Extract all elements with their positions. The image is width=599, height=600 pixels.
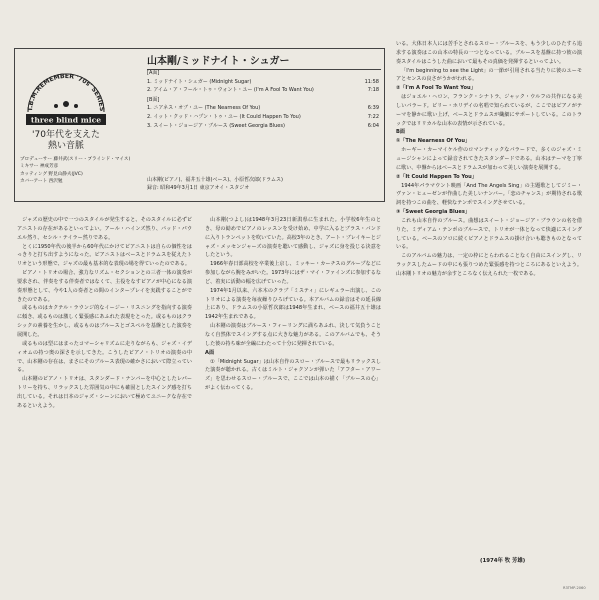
- credit-mixer: ミキサー 神成芳彦: [20, 164, 59, 170]
- credit-cutting: カッティング 野見山静夫(JVC): [20, 171, 83, 177]
- paragraph: 山本剛の演奏はブルース・フィーリングに満ちあふれ、決して気負うことなく自然体でスイングする点に大きな魅力がある。このアルバムでも、そうした彼の持ち味が全編にわたって十分に発揮されている。: [205, 323, 381, 347]
- paragraph: 「I'm beginning to see the Light」の一節が引用される当たりに彼のユーモアとセンスの良さがうかがわれる。: [396, 67, 582, 83]
- personnel: [147, 176, 379, 193]
- track-heading: ③「Sweet Georgia Blues」: [396, 209, 470, 216]
- paragraph: はジョエル・ヘロン、フランク・シナトラ、ジャック・ウルフの共作になる美しいバラード。ビリー・ホリデイの名唱で知られているが、ここではピアノがテーマを静かに歌い上げ、ベースとドラムスが繊細にサポートしている。このトラックではリリカルな山本の表情が示されている。: [396, 94, 582, 127]
- track-title: 1. ミッドナイト・シュガー (Midnight Sugar): [147, 78, 252, 85]
- tbm-logo: [22, 66, 110, 128]
- track-time: 7:22: [367, 113, 379, 120]
- catalog-code: R3TMP-2060: [563, 586, 586, 590]
- paragraph: ジャズの歴史の中で一つのスタイルが発生すると、そのスタイルに必ずピアニストの存在があるといってよい。アール・ハインズ然り、バッド・パウエル然り、セシル・テイラー然りである。: [17, 217, 192, 241]
- paragraph: このアルバムの魅力は、一定の枠にとらわれることなく自由にスイングし、リラックスしたムードの中にも張りつめた緊張感を持つところにあるといえよう。山本剛トリオの魅力が余すところなく伝えられた一枚である。: [396, 253, 582, 277]
- production-credits: [20, 156, 144, 186]
- track-row: [147, 86, 379, 95]
- album-title: 山本剛/ミッドナイト・シュガー: [147, 52, 381, 70]
- track-time: 7:18: [367, 87, 379, 94]
- series-tagline-1: '70年代を支えた: [32, 130, 100, 140]
- series-tagline: [22, 130, 110, 152]
- paragraph: 山本剛のピアノ・トリオは、スタンダード・ナンバーを中心としたレパートリーを持ち、リラックスした雰囲気の中にも確固としたスイング感を打ち出している。それは日本のジャズ・シーンにおいて極めてユニークな存在であるといえよう。: [17, 376, 192, 409]
- section-heading: B面: [396, 129, 405, 136]
- personnel-line: 山本剛(ピアノ)、福井五十雄(ベース)、小原哲次郎(ドラムス): [147, 177, 284, 183]
- paragraph: 或るものはカクテル・ラウンジ的なイージー・リスニングを指向する演奏に傾き、或るものは激しく緊張感にあふれた表現をとった。或るものはクラシックの素養を生かし、或るものはブルースとゴスペルを基盤とした演奏を展開した。: [17, 305, 192, 338]
- side-b-label: [B面]: [147, 96, 160, 103]
- paragraph: 1944年パラマウント映画「And The Angels Sing」の主題歌としてジミー・ヴァン・ヒューゼンが作曲した美しいナンバー。「恋のチャンス」が期待される歌詞を持つこの曲を、軽快なテンポでスイングさせている。: [396, 182, 582, 207]
- credit-cover-art: カバーアート 西沢勉: [20, 179, 63, 185]
- track-heading: ①「The Nearness Of You」: [396, 138, 471, 145]
- paragraph: 或るものは型にはまったコマーシャリズムに走りながらも、ジャズ・イディオムの持つ奥の深さを示してきた。こうしたピアノ・トリオの演奏の中で、山本剛の存在は、まさにそのブルース表現の確かさにおいて際立っている。: [17, 340, 192, 374]
- track-row: [147, 104, 379, 113]
- liner-column-1: [17, 216, 192, 411]
- track-title: 2. アイム・ア・フール・トゥ・ウォント・ユー (I'm A Fool To Want You): [147, 87, 314, 94]
- paragraph: ピアノ・トリオの場合、強力なリズム・セクションとの三者一体の演奏が要求され、伴奏をする伴奏者ではなくて、主役をなすピアノが中心になる演奏形態として、今や1人の奏者との間のインタープレイを実践することができたのである。: [17, 270, 192, 303]
- paragraph: 1966年春日部高校を卒業後上京し、ミッキー・カーチスのグループなどに参加しながら腕をみがいた。1973年にはザ・マイ・ファインズに参加するなど、着実に活動の幅を広げていった。: [205, 261, 381, 285]
- paragraph: いる。大体日本人には苦手とされるスロー・ブルースを、もう少しのひたすら追求する演奏はこの山本の特長の一つとなっている。ブルースを基盤に持つ彼の演奏スタイルはこうした曲において最もその真価を発揮するといってよい。: [396, 41, 582, 65]
- paragraph: これも山本自作のブルース。曲想はスイート・ジョージア・ブラウンの名を借りた、ミディアム・テンポのブルースで、トリオが一体となって快適にスイングしている。ベースのソロに続くピアノとドラムスの掛け合いも聴きものとなっている。: [396, 217, 582, 251]
- paragraph: 山本剛(つよし)は1948年3月23日新潟県に生まれた。小学校6年生のとき、母の勧めでピアノのレッスンを受け始め、中学に入るとブラス・バンドに入りトランペットを吹いていた。高校3年のとき、アート・ブレイキーとジャズ・メッセンジャーズの演奏を聴いて感動し、ジャズに身を投じる決意をしたという。: [205, 217, 381, 259]
- logo-ring-text: T.B.M.REMEMBER '70s' SERIES: [26, 72, 106, 112]
- logo-brand: three blind mice: [30, 115, 102, 125]
- liner-column-3: [396, 40, 582, 279]
- side-a-label: [A面]: [147, 70, 160, 76]
- track-row: [147, 113, 379, 122]
- track-heading: ②「It Could Happen To You」: [396, 173, 477, 180]
- paragraph: ①「Midnight Sugar」は山本自作のスロー・ブルースで最もリラックスした演奏が聴かれる。古くはミルト・ジャクソンが弾いた「アフター・アワーズ」を思わせるスロー・ブルースで、ここでは山本の描く「ブルースの心」がよく伝わってくる。: [205, 358, 381, 392]
- track-title: 2. イット・クッド・ハプン・トゥ・ユー (It Could Happen To You): [147, 113, 301, 120]
- tracklist: [147, 68, 379, 130]
- track-title: 1. ニアネス・オブ・ユー (The Nearness Of You): [147, 105, 261, 112]
- track-title: 3. スイート・ジョージア・ブルース (Sweet Georgia Blues): [147, 122, 285, 129]
- series-tagline-2: 熱い音脈: [47, 141, 84, 151]
- paragraph: 1974年1月以来、六本木のクラブ「ミスティ」にレギュラー出演し、このトリオによる演奏を毎夜繰りひろげている。本アルバムの録音はその延長線上にあり、ドラムスの小原哲次郎は1948年生まれ、ベースの福井五十雄は1942年生まれである。: [205, 287, 381, 321]
- track-time: 6:39: [367, 105, 379, 112]
- track-time: 6:04: [367, 122, 379, 129]
- section-heading: A面: [205, 349, 215, 356]
- track-row: [147, 122, 379, 131]
- paragraph: とくに1950年代の後半から60年代にかけてピアニストは自らの個性をはっきりと打ち出すようになった。ピアニストはベースとドラムスを従えたトリオという形態で、ジャズの最も基本的な表現の場を得ていったのである。: [17, 243, 192, 268]
- track-heading: ②「I'm A Fool To Want You」: [396, 85, 476, 92]
- liner-column-2: [205, 216, 381, 393]
- author-signature: (1974年 牧 芳雄): [480, 558, 526, 564]
- track-row: [147, 78, 379, 87]
- paragraph: ホーギー・カーマイケル作のロマンティックなバラードで、多くのジャズ・ミュージシャンによって録音されてきたスタンダードである。山本はテーマを丁寧に歌い、中盤からはベースとドラムスが加わって美しい演奏を展開する。: [396, 147, 582, 171]
- track-time: 11:58: [364, 78, 379, 85]
- recording-info: 録音: 昭和49年3月1日 東京アオイ・スタジオ: [147, 185, 250, 192]
- credit-producer: プロデューサー 藤井武(スリー・ブラインド・マイス): [20, 157, 131, 162]
